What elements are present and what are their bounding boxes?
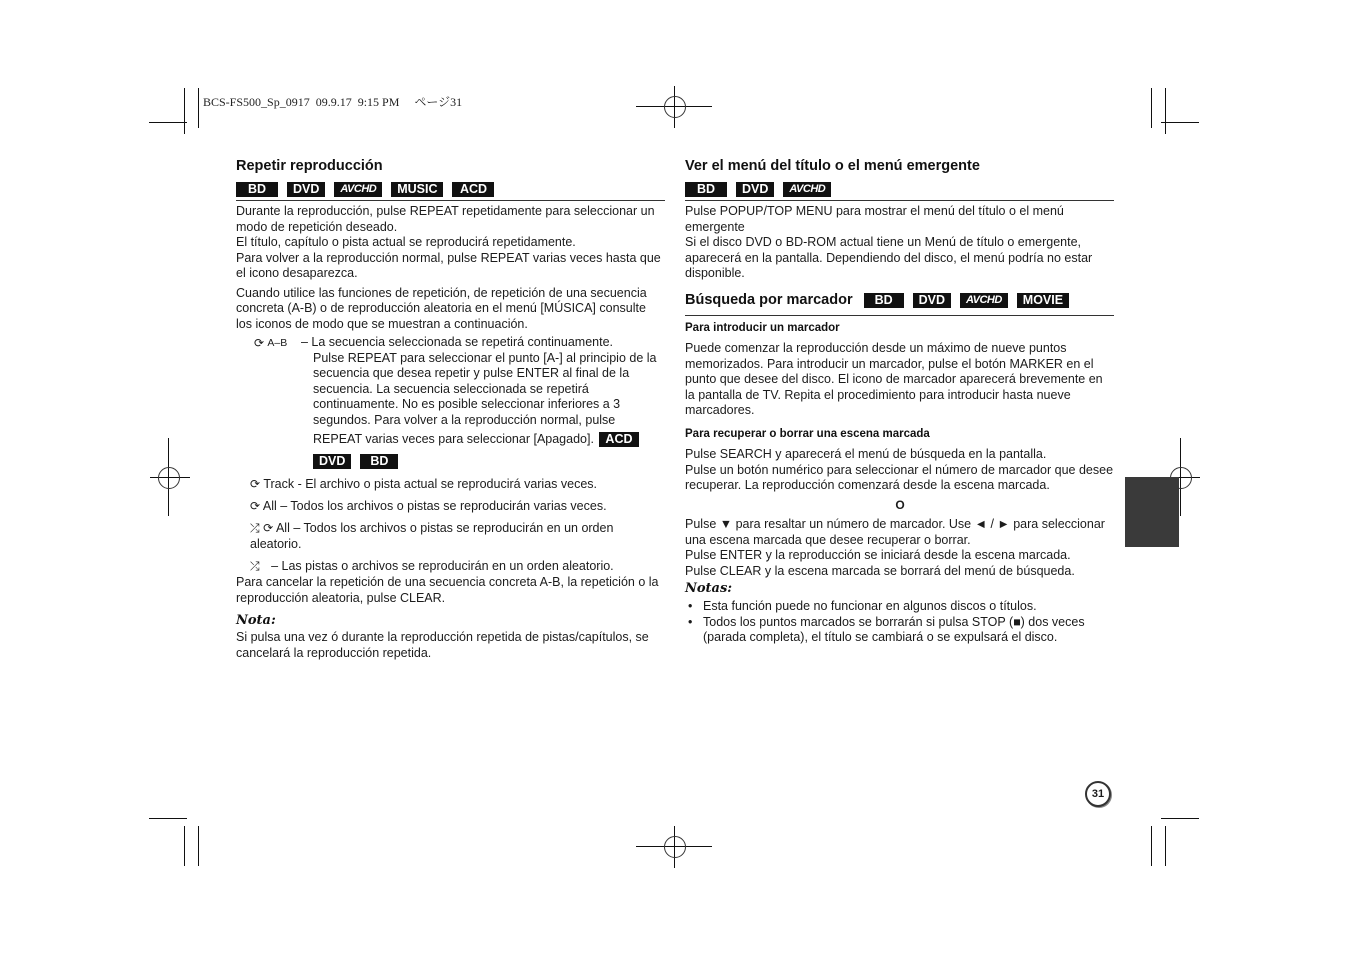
marker-heading [685, 292, 1069, 308]
badge-bd: BD [236, 182, 278, 197]
badge-dvd: DVD [287, 182, 325, 197]
badge-bd: BD [360, 454, 398, 469]
paragraph: Pulse un botón numérico para seleccionar el número de marcador que desee recuperar. La reproducción comenzará desde la escena marcada. [685, 462, 1114, 492]
paragraph: Pulse POPUP/TOP MENU para mostrar el menú del título o el menú emergente [685, 204, 1064, 234]
section-rule [685, 315, 1114, 316]
ab-label: A–B [267, 337, 288, 349]
subheading-add-marker: Para introducir un marcador [685, 322, 840, 334]
ab-text: – La secuencia seleccionada se repetirá continuamente. [301, 335, 614, 349]
repeat-icon: ⟳ [254, 335, 265, 350]
or-separator: O [895, 497, 905, 512]
repeat-body [236, 204, 664, 332]
notes-list [685, 599, 1115, 646]
badge-avchd: AVCHD [960, 293, 1008, 308]
shuffle-text: – Las pistas o archivos se reproducirán en un orden aleatorio. [271, 559, 614, 574]
badge-dvd: DVD [313, 454, 351, 469]
format-badges [685, 182, 831, 197]
subheading-recall-marker: Para recuperar o borrar una escena marcada [685, 428, 930, 440]
all-text: All – Todos los archivos o pistas se reproducirán varias veces. [262, 498, 607, 513]
all-mode [250, 499, 664, 515]
badge-bd: BD [685, 182, 727, 197]
ab-text-end-label: REPEAT varias veces para seleccionar [Apagado]. [313, 432, 594, 446]
recall-body [685, 447, 1115, 579]
note-item: • Esta función puede no funcionar en algunos discos o títulos. [685, 599, 1115, 615]
badge-movie: MOVIE [1017, 293, 1069, 308]
ab-repeat-item [254, 335, 664, 469]
ab-text-detail: Pulse REPEAT para seleccionar el punto [A-] al principio de la secuencia que desea repetir y pulse ENTER al final de la secuencia. La secuencia seleccionada se repetirá continuamente. No es posible seleccionar inferiores a 3 segundos. Para volver a la reproducción normal, pulse [313, 350, 657, 427]
paragraph: Pulse ▼ para resaltar un número de marcador. Use ◄ / ► para seleccionar una escena marcada que desee recuperar o borrar. [685, 517, 1105, 547]
note-item: • Todos los puntos marcados se borrarán si pulsa STOP (■) dos veces (parada completa), el título se cambiará o se expulsará el disco. [685, 615, 1115, 646]
shuffle-all-mode [250, 521, 664, 552]
paragraph: Durante la reproducción, pulse REPEAT repetidamente para seleccionar un modo de repetición deseado. [236, 204, 655, 234]
page-number: 31 [1091, 788, 1105, 800]
section-title-marker: Búsqueda por marcador [685, 292, 853, 308]
cancel-info [236, 575, 666, 606]
marker-body [685, 341, 1113, 419]
paragraph: Cuando utilice las funciones de repetición, de repetición de una secuencia concreta (A-B) o de reproducción aleatoria en el menú [MÚSICA] consulte los iconos de modo que se muestran a continuación. [236, 285, 647, 331]
paragraph: Pulse SEARCH y aparecerá el menú de búsqueda en la pantalla. [685, 447, 1047, 461]
paragraph: Pulse CLEAR y la escena marcada se borrará del menú de búsqueda. [685, 563, 1075, 578]
repeat-all-icon: ⟳ [263, 521, 274, 536]
track-text: Track - El archivo o pista actual se reproducirá varias veces. [263, 477, 598, 492]
badge-bd: BD [864, 293, 904, 308]
section-tab [1125, 477, 1179, 547]
shuffle-mode [250, 559, 664, 575]
section-rule [236, 200, 665, 201]
track-mode [250, 477, 664, 493]
note-body [236, 630, 668, 661]
paragraph: Para volver a la reproducción normal, pulse REPEAT varias veces hasta que el icono desaparezca. [236, 250, 661, 280]
paragraph: Pulse ENTER y la reproducción se iniciará desde la escena marcada. [685, 548, 1071, 562]
shuffle-icon: ⤮ [250, 521, 260, 536]
format-badges [313, 454, 664, 469]
badge-acd: ACD [452, 182, 494, 197]
repeat-modes [250, 477, 664, 575]
note-text: Si pulsa una vez ó durante la reproducción repetida de pistas/capítulos, se cancelará la reproducción repetida. [236, 630, 649, 660]
paragraph: El título, capítulo o pista actual se reproducirá repetidamente. [236, 235, 576, 249]
paragraph: Para cancelar la repetición de una secuencia concreta A-B, la repetición o la reproducción aleatoria, pulse CLEAR. [236, 575, 659, 605]
badge-music: MUSIC [391, 182, 443, 197]
section-title-repeat: Repetir reproducción [236, 158, 383, 174]
shuffle-icon: ⤮ [250, 559, 260, 574]
file-header: BCS-FS500_Sp_0917 09.9.17 9:15 PM ページ31 [203, 95, 463, 109]
paragraph: Puede comenzar la reproducción desde un máximo de nueve puntos memorizados. Para introducir un marcador, pulse el botón MARKER en el punto que desee del disco. El icono de marcador aparecerá brevemente en la pantalla de TV. Repita el procedimiento para introducir hasta nueve marcadores. [685, 341, 1103, 417]
notes-title: Notas: [685, 581, 733, 596]
section-title-menu: Ver el menú del título o el menú emergente [685, 158, 980, 174]
page-number-badge [1085, 781, 1111, 807]
repeat-track-icon: ⟳ [250, 477, 261, 491]
badge-dvd: DVD [913, 293, 951, 308]
format-badges [236, 182, 494, 197]
badge-avchd: AVCHD [783, 182, 831, 197]
badge-dvd: DVD [736, 182, 774, 197]
badge-acd: ACD [599, 432, 638, 447]
menu-body [685, 204, 1113, 282]
repeat-all-icon: ⟳ [250, 498, 261, 513]
shuffle-all-text: All – Todos los archivos o pistas se reproducirán en un orden aleatorio. [250, 521, 614, 551]
section-rule [685, 200, 1114, 201]
ab-text-end [313, 432, 664, 448]
note-title: Nota: [236, 613, 276, 628]
badge-avchd: AVCHD [334, 182, 382, 197]
paragraph: Si el disco DVD o BD-ROM actual tiene un Menú de título o emergente, aparecerá en la pantalla. Dependiendo del disco, el menú podría no estar disponible. [685, 235, 1093, 280]
